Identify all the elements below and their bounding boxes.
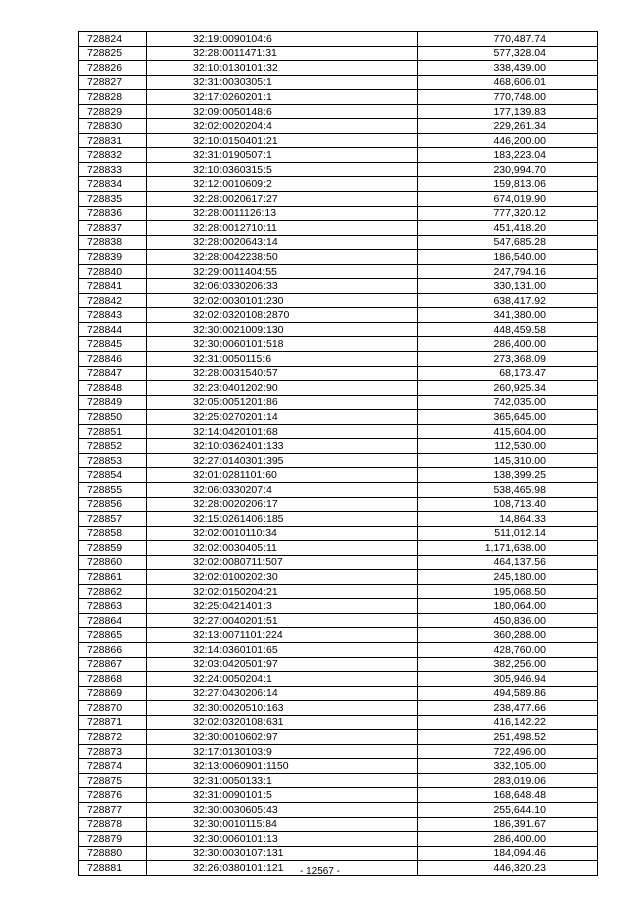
- row-id-cell: 728874: [79, 759, 147, 774]
- table-row: [79, 628, 598, 643]
- cadastral-number-cell: 32:28:0031540:57: [147, 366, 418, 381]
- table-row: [79, 250, 598, 265]
- row-id-cell: 728831: [79, 133, 147, 148]
- cadastral-number-cell: 32:01:0281101:60: [147, 468, 418, 483]
- cadastral-number-cell: 32:27:0040201:51: [147, 613, 418, 628]
- amount-cell: 777,320.12: [418, 206, 598, 221]
- amount-cell: 230,994.70: [418, 162, 598, 177]
- amount-cell: 1,171,638.00: [418, 541, 598, 556]
- cadastral-number-cell: 32:02:0030405:11: [147, 541, 418, 556]
- row-id-cell: 728830: [79, 119, 147, 134]
- row-id-cell: 728866: [79, 642, 147, 657]
- table-row: [79, 439, 598, 454]
- cadastral-number-cell: 32:14:0420101:68: [147, 424, 418, 439]
- cadastral-number-cell: 32:28:0020206:17: [147, 497, 418, 512]
- amount-cell: 238,477.66: [418, 701, 598, 716]
- row-id-cell: 728852: [79, 439, 147, 454]
- cadastral-number-cell: 32:10:0362401:133: [147, 439, 418, 454]
- row-id-cell: 728856: [79, 497, 147, 512]
- amount-cell: 112,530.00: [418, 439, 598, 454]
- amount-cell: 428,760.00: [418, 642, 598, 657]
- table-row: [79, 642, 598, 657]
- amount-cell: 68,173.47: [418, 366, 598, 381]
- cadastral-number-cell: 32:25:0421401:3: [147, 599, 418, 614]
- table-row: [79, 366, 598, 381]
- table-row: [79, 686, 598, 701]
- row-id-cell: 728860: [79, 555, 147, 570]
- table-row: [79, 730, 598, 745]
- amount-cell: 286,400.00: [418, 337, 598, 352]
- row-id-cell: 728868: [79, 672, 147, 687]
- table-row: [79, 279, 598, 294]
- amount-cell: 341,380.00: [418, 308, 598, 323]
- amount-cell: 382,256.00: [418, 657, 598, 672]
- table-row: [79, 497, 598, 512]
- amount-cell: 451,418.20: [418, 221, 598, 236]
- table-row: [79, 555, 598, 570]
- table-row: [79, 90, 598, 105]
- amount-cell: 195,068.50: [418, 584, 598, 599]
- amount-cell: 722,496.00: [418, 744, 598, 759]
- table-row: [79, 570, 598, 585]
- amount-cell: 305,946.94: [418, 672, 598, 687]
- amount-cell: 247,794.16: [418, 264, 598, 279]
- cadastral-number-cell: 32:14:0360101:65: [147, 642, 418, 657]
- amount-cell: 511,012.14: [418, 526, 598, 541]
- table-row: [79, 32, 598, 47]
- row-id-cell: 728840: [79, 264, 147, 279]
- row-id-cell: 728847: [79, 366, 147, 381]
- cadastral-number-cell: 32:17:0260201:1: [147, 90, 418, 105]
- row-id-cell: 728871: [79, 715, 147, 730]
- table-row: [79, 744, 598, 759]
- amount-cell: 229,261.34: [418, 119, 598, 134]
- amount-cell: 138,399.25: [418, 468, 598, 483]
- row-id-cell: 728861: [79, 570, 147, 585]
- cadastral-number-cell: 32:29:0011404:55: [147, 264, 418, 279]
- cadastral-number-cell: 32:13:0071101:224: [147, 628, 418, 643]
- row-id-cell: 728863: [79, 599, 147, 614]
- row-id-cell: 728837: [79, 221, 147, 236]
- row-id-cell: 728851: [79, 424, 147, 439]
- cadastral-number-cell: 32:17:0130103:9: [147, 744, 418, 759]
- table-row: [79, 599, 598, 614]
- amount-cell: 450,836.00: [418, 613, 598, 628]
- cadastral-number-cell: 32:19:0090104:6: [147, 32, 418, 47]
- amount-cell: 770,487.74: [418, 32, 598, 47]
- amount-cell: 286,400.00: [418, 832, 598, 847]
- row-id-cell: 728876: [79, 788, 147, 803]
- row-id-cell: 728855: [79, 482, 147, 497]
- table-row: [79, 453, 598, 468]
- table-row: [79, 759, 598, 774]
- row-id-cell: 728844: [79, 322, 147, 337]
- table-row: [79, 788, 598, 803]
- amount-cell: 416,142.22: [418, 715, 598, 730]
- table-row: [79, 526, 598, 541]
- cadastral-number-cell: 32:27:0430206:14: [147, 686, 418, 701]
- table-row: [79, 395, 598, 410]
- row-id-cell: 728842: [79, 293, 147, 308]
- amount-cell: 168,648.48: [418, 788, 598, 803]
- table-row: [79, 424, 598, 439]
- cadastral-number-cell: 32:10:0130101:32: [147, 61, 418, 76]
- row-id-cell: 728827: [79, 75, 147, 90]
- amount-cell: 547,685.28: [418, 235, 598, 250]
- row-id-cell: 728879: [79, 832, 147, 847]
- row-id-cell: 728850: [79, 410, 147, 425]
- table-row: [79, 148, 598, 163]
- amount-cell: 251,498.52: [418, 730, 598, 745]
- amount-cell: 742,035.00: [418, 395, 598, 410]
- table-row: [79, 468, 598, 483]
- table-row: [79, 381, 598, 396]
- row-id-cell: 728864: [79, 613, 147, 628]
- table-row: [79, 584, 598, 599]
- row-id-cell: 728872: [79, 730, 147, 745]
- cadastral-number-cell: 32:02:0030101:230: [147, 293, 418, 308]
- table-row: [79, 337, 598, 352]
- amount-cell: 538,465.98: [418, 482, 598, 497]
- row-id-cell: 728862: [79, 584, 147, 599]
- amount-cell: 183,223.04: [418, 148, 598, 163]
- cadastral-number-cell: 32:28:0020643:14: [147, 235, 418, 250]
- table-row: [79, 672, 598, 687]
- row-id-cell: 728858: [79, 526, 147, 541]
- amount-cell: 464,137.56: [418, 555, 598, 570]
- cadastral-number-cell: 32:31:0190507:1: [147, 148, 418, 163]
- cadastral-number-cell: 32:23:0401202:90: [147, 381, 418, 396]
- amount-cell: 177,139.83: [418, 104, 598, 119]
- row-id-cell: 728841: [79, 279, 147, 294]
- cadastral-number-cell: 32:02:0020204:4: [147, 119, 418, 134]
- row-id-cell: 728849: [79, 395, 147, 410]
- cadastral-number-cell: 32:02:0320108:2870: [147, 308, 418, 323]
- amount-cell: 330,131.00: [418, 279, 598, 294]
- row-id-cell: 728854: [79, 468, 147, 483]
- cadastral-number-cell: 32:30:0020510:163: [147, 701, 418, 716]
- cadastral-number-cell: 32:02:0010110:34: [147, 526, 418, 541]
- row-id-cell: 728826: [79, 61, 147, 76]
- table-row: [79, 177, 598, 192]
- cadastral-number-cell: 32:02:0320108:631: [147, 715, 418, 730]
- amount-cell: 186,540.00: [418, 250, 598, 265]
- cadastral-number-cell: 32:06:0330207:4: [147, 482, 418, 497]
- row-id-cell: 728880: [79, 846, 147, 861]
- table-row: [79, 657, 598, 672]
- cadastral-number-cell: 32:28:0020617:27: [147, 192, 418, 207]
- table-row: [79, 701, 598, 716]
- cadastral-number-cell: 32:10:0150401:21: [147, 133, 418, 148]
- row-id-cell: 728848: [79, 381, 147, 396]
- cadastral-number-cell: 32:03:0420501:97: [147, 657, 418, 672]
- cadastral-number-cell: 32:30:0060101:518: [147, 337, 418, 352]
- cadastral-number-cell: 32:28:0011471:31: [147, 46, 418, 61]
- row-id-cell: 728829: [79, 104, 147, 119]
- amount-cell: 108,713.40: [418, 497, 598, 512]
- cadastral-number-cell: 32:02:0150204:21: [147, 584, 418, 599]
- registry-table: [78, 31, 598, 876]
- amount-cell: 283,019.06: [418, 773, 598, 788]
- cadastral-number-cell: 32:30:0030605:43: [147, 802, 418, 817]
- table-row: [79, 235, 598, 250]
- amount-cell: 494,589.86: [418, 686, 598, 701]
- row-id-cell: 728843: [79, 308, 147, 323]
- table-row: [79, 119, 598, 134]
- cadastral-number-cell: 32:30:0060101:13: [147, 832, 418, 847]
- cadastral-number-cell: 32:30:0010115:84: [147, 817, 418, 832]
- table-row: [79, 410, 598, 425]
- cadastral-number-cell: 32:30:0030107:131: [147, 846, 418, 861]
- amount-cell: 448,459.58: [418, 322, 598, 337]
- amount-cell: 332,105.00: [418, 759, 598, 774]
- table-row: [79, 75, 598, 90]
- row-id-cell: 728878: [79, 817, 147, 832]
- table-row: [79, 322, 598, 337]
- cadastral-number-cell: 32:27:0140301:395: [147, 453, 418, 468]
- cadastral-number-cell: 32:12:0010609:2: [147, 177, 418, 192]
- table-row: [79, 482, 598, 497]
- cadastral-number-cell: 32:28:0011126:13: [147, 206, 418, 221]
- row-id-cell: 728838: [79, 235, 147, 250]
- table-row: [79, 221, 598, 236]
- amount-cell: 180,064.00: [418, 599, 598, 614]
- row-id-cell: 728873: [79, 744, 147, 759]
- table-row: [79, 293, 598, 308]
- row-id-cell: 728839: [79, 250, 147, 265]
- amount-cell: 360,288.00: [418, 628, 598, 643]
- row-id-cell: 728845: [79, 337, 147, 352]
- amount-cell: 273,368.09: [418, 352, 598, 367]
- cadastral-number-cell: 32:02:0080711:507: [147, 555, 418, 570]
- row-id-cell: 728832: [79, 148, 147, 163]
- amount-cell: 365,645.00: [418, 410, 598, 425]
- amount-cell: 446,200.00: [418, 133, 598, 148]
- cadastral-number-cell: 32:06:0330206:33: [147, 279, 418, 294]
- cadastral-number-cell: 32:09:0050148:6: [147, 104, 418, 119]
- amount-cell: 255,644.10: [418, 802, 598, 817]
- table-row: [79, 352, 598, 367]
- cadastral-number-cell: 32:31:0090101:5: [147, 788, 418, 803]
- registry-table-body: [79, 32, 598, 876]
- cadastral-number-cell: 32:31:0050133:1: [147, 773, 418, 788]
- table-row: [79, 162, 598, 177]
- table-row: [79, 846, 598, 861]
- cadastral-number-cell: 32:28:0042238:50: [147, 250, 418, 265]
- row-id-cell: 728867: [79, 657, 147, 672]
- row-id-cell: 728836: [79, 206, 147, 221]
- row-id-cell: 728824: [79, 32, 147, 47]
- table-row: [79, 308, 598, 323]
- cadastral-number-cell: 32:30:0010602:97: [147, 730, 418, 745]
- table-row: [79, 264, 598, 279]
- table-row: [79, 206, 598, 221]
- cadastral-number-cell: 32:28:0012710:11: [147, 221, 418, 236]
- amount-cell: 245,180.00: [418, 570, 598, 585]
- amount-cell: 577,328.04: [418, 46, 598, 61]
- cadastral-number-cell: 32:05:0051201:86: [147, 395, 418, 410]
- table-row: [79, 133, 598, 148]
- page-number: - 12567 -: [299, 866, 341, 877]
- amount-cell: 415,604.00: [418, 424, 598, 439]
- table-row: [79, 817, 598, 832]
- amount-cell: 186,391.67: [418, 817, 598, 832]
- table-row: [79, 61, 598, 76]
- amount-cell: 184,094.46: [418, 846, 598, 861]
- cadastral-number-cell: 32:10:0360315:5: [147, 162, 418, 177]
- amount-cell: 260,925.34: [418, 381, 598, 396]
- cadastral-number-cell: 32:30:0021009:130: [147, 322, 418, 337]
- table-row: [79, 832, 598, 847]
- row-id-cell: 728834: [79, 177, 147, 192]
- table-row: [79, 104, 598, 119]
- table-row: [79, 802, 598, 817]
- table-row: [79, 613, 598, 628]
- row-id-cell: 728828: [79, 90, 147, 105]
- row-id-cell: 728865: [79, 628, 147, 643]
- table-row: [79, 541, 598, 556]
- amount-cell: 770,748.00: [418, 90, 598, 105]
- table-row: [79, 512, 598, 527]
- amount-cell: 338,439.00: [418, 61, 598, 76]
- row-id-cell: 728835: [79, 192, 147, 207]
- row-id-cell: 728825: [79, 46, 147, 61]
- amount-cell: 14,864.33: [418, 512, 598, 527]
- amount-cell: 446,320.23: [418, 861, 598, 876]
- cadastral-number-cell: 32:31:0050115:6: [147, 352, 418, 367]
- cadastral-number-cell: 32:15:0261406:185: [147, 512, 418, 527]
- cadastral-number-cell: 32:13:0060901:1150: [147, 759, 418, 774]
- row-id-cell: 728833: [79, 162, 147, 177]
- row-id-cell: 728881: [79, 861, 147, 876]
- amount-cell: 145,310.00: [418, 453, 598, 468]
- row-id-cell: 728870: [79, 701, 147, 716]
- row-id-cell: 728875: [79, 773, 147, 788]
- row-id-cell: 728859: [79, 541, 147, 556]
- cadastral-number-cell: 32:26:0380101:121: [147, 861, 418, 876]
- table-row: [79, 773, 598, 788]
- row-id-cell: 728846: [79, 352, 147, 367]
- amount-cell: 468,606.01: [418, 75, 598, 90]
- table-row: [79, 715, 598, 730]
- row-id-cell: 728853: [79, 453, 147, 468]
- cadastral-number-cell: 32:24:0050204:1: [147, 672, 418, 687]
- table-row: [79, 46, 598, 61]
- amount-cell: 159,813.06: [418, 177, 598, 192]
- cadastral-number-cell: 32:31:0030305:1: [147, 75, 418, 90]
- row-id-cell: 728869: [79, 686, 147, 701]
- amount-cell: 638,417.92: [418, 293, 598, 308]
- amount-cell: 674,019.90: [418, 192, 598, 207]
- row-id-cell: 728857: [79, 512, 147, 527]
- cadastral-number-cell: 32:25:0270201:14: [147, 410, 418, 425]
- cadastral-number-cell: 32:02:0100202:30: [147, 570, 418, 585]
- row-id-cell: 728877: [79, 802, 147, 817]
- table-row: [79, 192, 598, 207]
